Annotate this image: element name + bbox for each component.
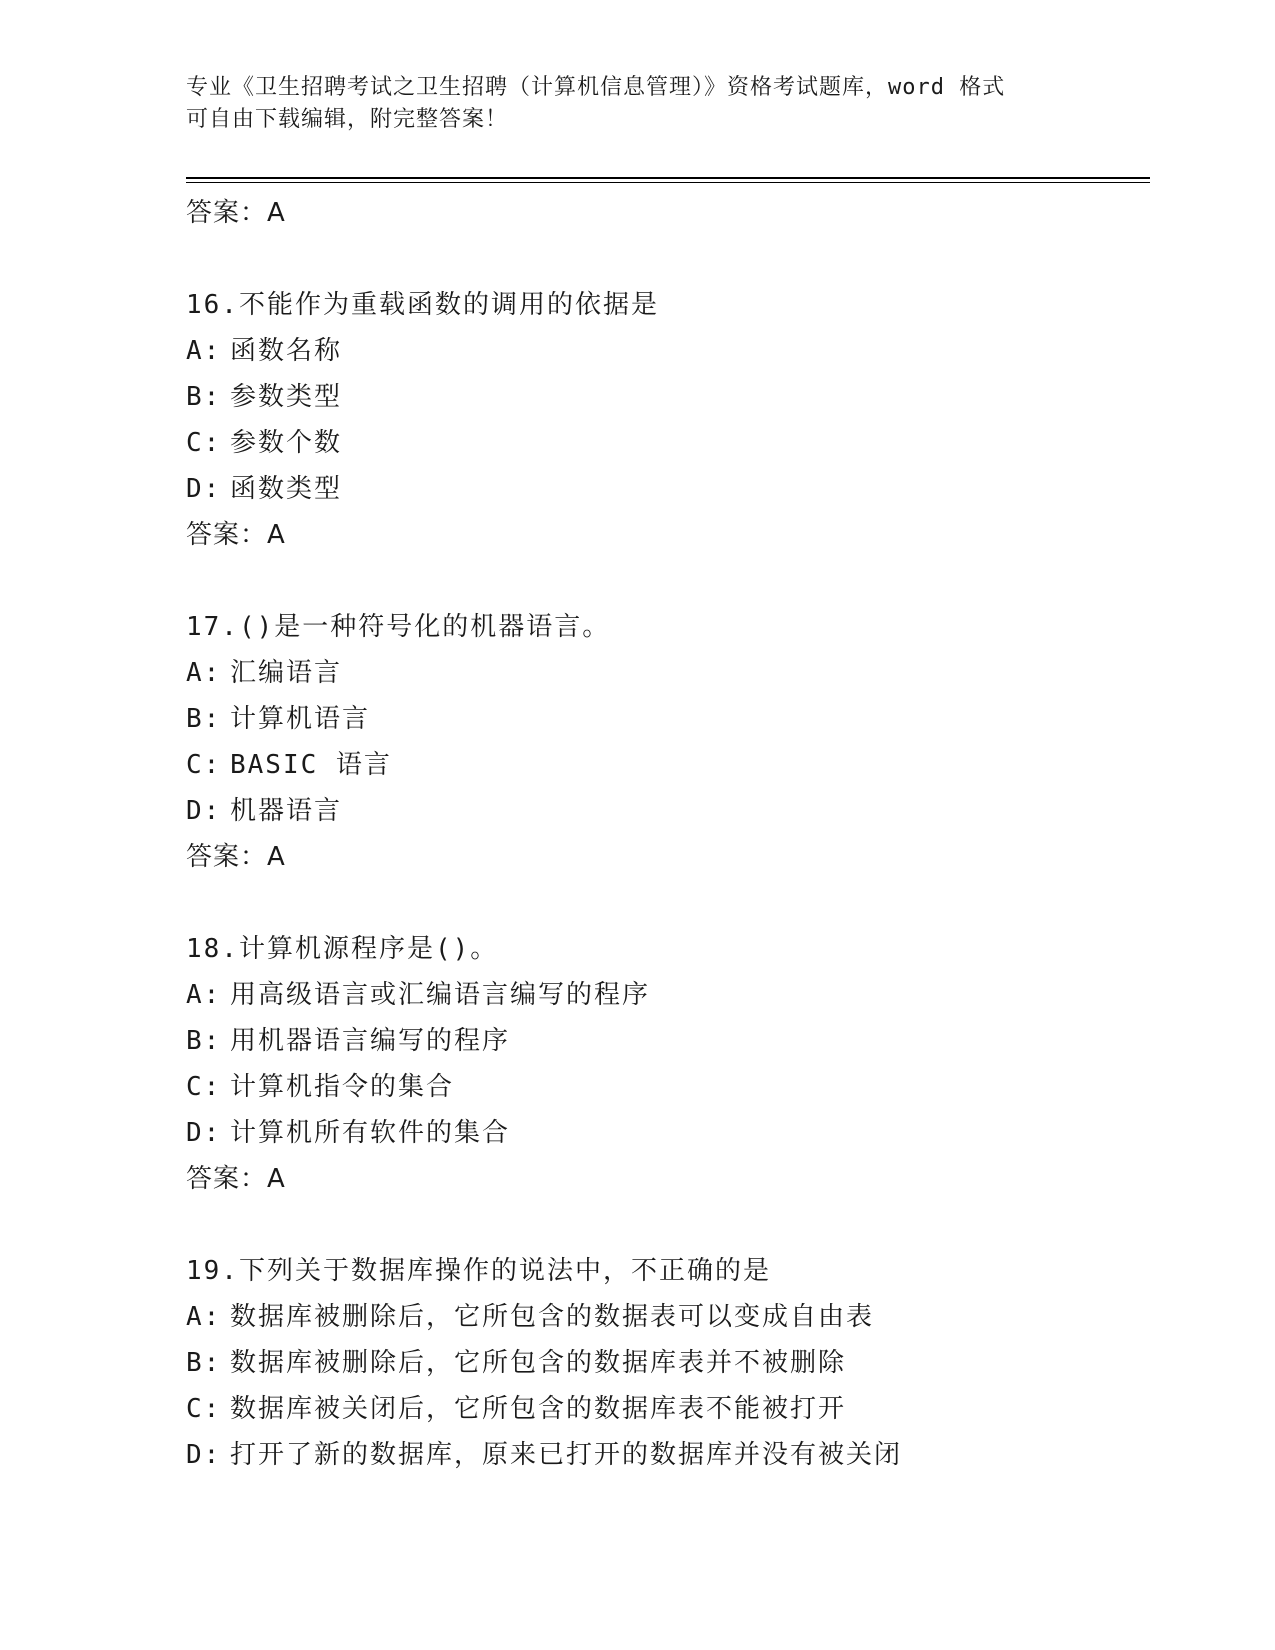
document-header	[186, 72, 1086, 136]
option-d	[186, 788, 1166, 834]
option-b	[186, 374, 1166, 420]
question-text: 16.不能作为重载函数的调用的依据是	[186, 290, 659, 320]
option-a	[186, 972, 1166, 1018]
option-letter: D:	[186, 796, 222, 826]
option-letter: C:	[186, 428, 222, 458]
option-text: 打开了新的数据库，原来已打开的数据库并没有被关闭	[230, 1440, 903, 1470]
question-text: 17.()是一种符号化的机器语言。	[186, 612, 611, 642]
option-letter: D:	[186, 1118, 222, 1148]
option-a	[186, 650, 1166, 696]
option-b	[186, 1340, 1166, 1386]
option-letter: A:	[186, 336, 222, 366]
option-letter: B:	[186, 382, 222, 412]
option-letter: B:	[186, 1348, 222, 1378]
option-d	[186, 466, 1166, 512]
option-text: BASIC 语言	[230, 750, 392, 780]
option-text: 用机器语言编写的程序	[230, 1026, 511, 1056]
answer-label: 答案：A	[186, 842, 286, 872]
header-line-2: 可自由下载编辑，附完整答案！	[186, 107, 509, 132]
question-text: 19.下列关于数据库操作的说法中，不正确的是	[186, 1256, 771, 1286]
option-text: 参数类型	[230, 382, 343, 412]
header-divider-thin	[186, 182, 1150, 183]
option-text: 数据库被删除后，它所包含的数据表可以变成自由表	[230, 1302, 875, 1332]
option-d	[186, 1110, 1166, 1156]
option-letter: A:	[186, 658, 222, 688]
option-text: 计算机所有软件的集合	[230, 1118, 511, 1148]
option-c	[186, 420, 1166, 466]
question-19	[186, 1248, 1166, 1478]
option-a	[186, 1294, 1166, 1340]
document-body	[186, 190, 1166, 1478]
option-text: 函数类型	[230, 474, 343, 504]
option-letter: A:	[186, 1302, 222, 1332]
question-text: 18.计算机源程序是()。	[186, 934, 499, 964]
option-text: 机器语言	[230, 796, 343, 826]
option-a	[186, 328, 1166, 374]
option-text: 汇编语言	[230, 658, 343, 688]
option-c	[186, 1064, 1166, 1110]
option-letter: D:	[186, 474, 222, 504]
answer-label: 答案：A	[186, 1164, 286, 1194]
option-letter: B:	[186, 1026, 222, 1056]
option-text: 计算机语言	[230, 704, 371, 734]
option-d	[186, 1432, 1166, 1478]
option-text: 计算机指令的集合	[230, 1072, 455, 1102]
option-letter: C:	[186, 750, 222, 780]
question-17	[186, 604, 1166, 880]
answer-label: 答案：A	[186, 520, 286, 550]
option-letter: A:	[186, 980, 222, 1010]
option-letter: B:	[186, 704, 222, 734]
question-16	[186, 282, 1166, 558]
option-letter: C:	[186, 1072, 222, 1102]
question-18	[186, 926, 1166, 1202]
option-c	[186, 742, 1166, 788]
option-text: 参数个数	[230, 428, 343, 458]
option-c	[186, 1386, 1166, 1432]
header-line-1: 专业《卫生招聘考试之卫生招聘（计算机信息管理）》资格考试题库，word 格式	[186, 75, 1006, 100]
option-b	[186, 1018, 1166, 1064]
option-text: 函数名称	[230, 336, 343, 366]
answer-label: 答案：A	[186, 198, 286, 228]
option-letter: C:	[186, 1394, 222, 1424]
option-text: 用高级语言或汇编语言编写的程序	[230, 980, 651, 1010]
option-text: 数据库被关闭后，它所包含的数据库表不能被打开	[230, 1394, 847, 1424]
header-divider-thick	[186, 177, 1150, 179]
option-text: 数据库被删除后，它所包含的数据库表并不被删除	[230, 1348, 847, 1378]
option-b	[186, 696, 1166, 742]
option-letter: D:	[186, 1440, 222, 1470]
